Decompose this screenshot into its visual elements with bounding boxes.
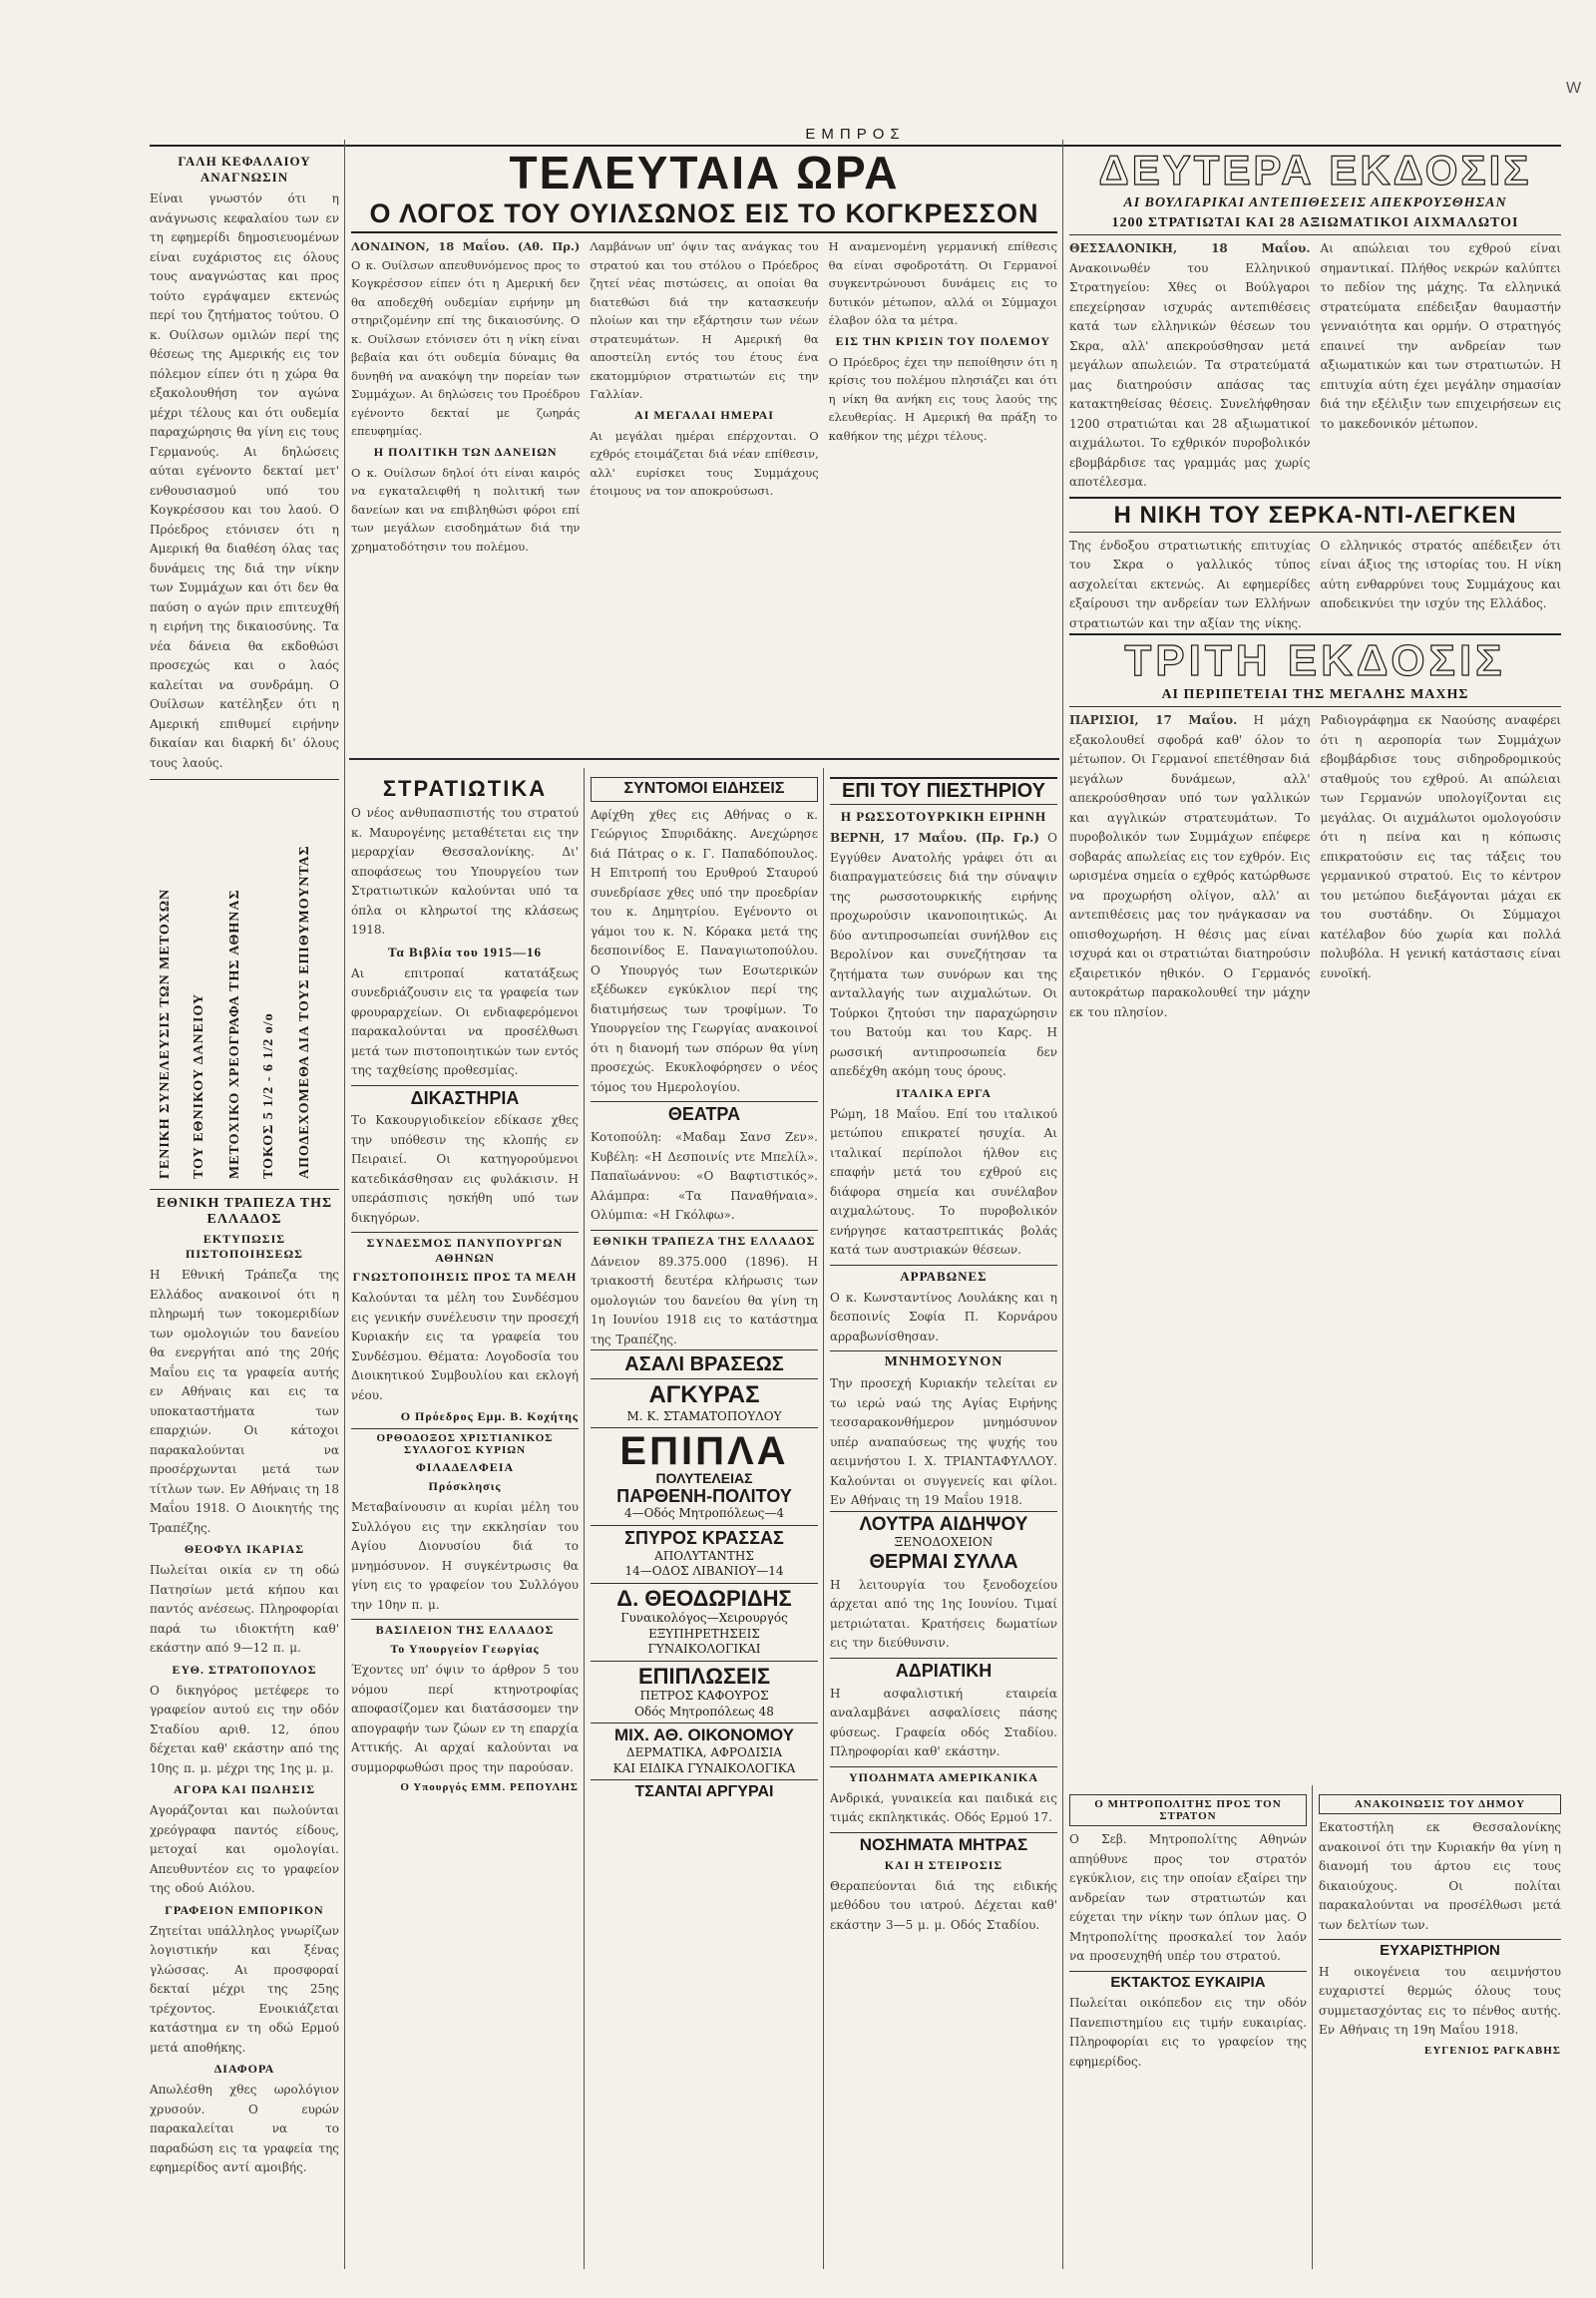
ad-agkyras (591, 1378, 818, 1427)
edition-2-body (1069, 239, 1561, 493)
days-text: Αι μεγάλαι ημέραι επέρχονται. Ο εχθρός ετοιμάζεται διά νέαν επίθεσιν, αλλ' ευρίσκει τους Συμμάχους έτοιμους να τον αποκρούσωσι. (590, 428, 819, 499)
edition-3-heading: ΤΡΙΤΗ ΕΚΔΟΣΙΣ (1069, 633, 1561, 683)
ad5-line2: ΕΞΥΠΗΡΕΤΗΣΕΙΣ ΓΥΝΑΙΚΟΛΟΓΙΚΑΙ (647, 1626, 761, 1657)
dateline: ΛΟΝΔΙΝΟΝ, 18 Μαΐου. (Αθ. Πρ.) (351, 239, 581, 254)
short-news-text: Αφίχθη χθες εις Αθήνας ο κ. Γεώργιος Σπυριδάκης. Ανεχώρησε διά Πάτρας ο κ. Γ. Παπαδόπουλος. Η Επιτροπή του Ερυθρού Σταυρού συνεδρίασε χθες υπό την προεδρίαν του κ. Δημητρίου. Εγένοντο οι γάμοι του κ. Ν. Κόρακα μετά της δεσποινίδος Ε. Παναγιωτοπούλου. Ο Υπουργός των Εσωτερικών εξέδωκεν εγκύκλιον περί της διατιμήσεως των τροφίμων. Το Υπουργείον της Γεωργίας ανακοινοί ότι η διανομή των σπόρων θα γίνη προσεχώς. Εκυκλοφόρησεν ο νέος τόμος του Ημερολογίου. (591, 807, 818, 1094)
left-column (150, 150, 339, 2274)
lead-text-2: Λαμβάνων υπ' όψιν τας ανάγκας του στρατού και του στόλου ο Πρόεδρος ζητεί νέας πιστώσεις, αι οποίαι θα διατεθώσι διά την κατασκευήν πλοίων και την εξάρτησιν των νέων στρατευμάτων. Η Αμερική θα αποστείλη εντός του έτους ένα εκατομμύριον στρατιωτών εις την Γαλλίαν. (590, 239, 819, 402)
ad3-title: ΕΠΙΠΛΑ (619, 1429, 789, 1474)
ad6-line1: ΠΕΤΡΟΣ ΚΑΦΟΥΡΟΣ (639, 1689, 769, 1704)
lead-col-1 (351, 237, 580, 556)
right-bottom-right (1319, 1790, 1561, 2269)
kingdom-text: Έχοντες υπ' όψιν το άρθρον 5 του νόμου περί κτηνοτροφίας αποφασίζομεν και διατάσσομεν την απογραφήν των ζώων εν τη επαρχία Αττικής. Αι αρχαί καλούνται να συμμορφωθώσι προς την παρούσαν. (351, 1663, 579, 1774)
notice-text: Αγοράζονται και πωλούνται χρεόγραφα παντός είδους, μετοχαί και ομολογίαι. Απευθυντέον εις το γραφείον της οδού Αιόλου. (150, 1803, 339, 1895)
column-rule (823, 768, 824, 2269)
lead-dateline-text: ΛΟΝΔΙΝΟΝ, 18 Μαΐου. (Αθ. Πρ.) Ο κ. Ουίλσων απευθυνόμενος προς το Κογκρέσσον είπεν ότι η Αμερική δεν θα αποδεχθή ουδεμίαν ειρήνην μη στηριζομένην επί της δικαιοσύνης. Ο κ. Ουίλσων ετόνισεν ότι η νίκη είναι βεβαία και ότι ουδεμία δύναμις θα δυνηθή να ανακόψη την πορείαν των Συμμάχων. Αι δηλώσεις του Προέδρου εγένοντο δεκταί με ζωηράς επευφημίας. (351, 239, 581, 439)
victory-body (1069, 537, 1561, 634)
corner-mark: W (1566, 80, 1582, 97)
prisoners-heading: 1200 ΣΤΡΑΤΙΩΤΑΙ ΚΑΙ 28 ΑΞΙΩΜΑΤΙΚΟΙ ΑΙΧΜΑΛΩΤΟΙ (1069, 215, 1561, 235)
lead-col-3 (829, 237, 1057, 556)
ad4-line2: 14—ΟΔΟΣ ΛΙΒΑΝΙΟΥ—14 (624, 1564, 784, 1579)
ad6-title: ΕΠΙΠΛΩΣΕΙΣ (637, 1663, 771, 1689)
theatre-text: Κοτοπούλη: «Μαδαμ Σανσ Ζεν». Κυβέλη: «Η Δεσποινίς ντε Μπελίλ». Παπαϊωάννου: «Ο Βαφτιστικός». Αλάμπρα: «Τα Παναθήναια». Ολύμπια: «Η Γκόλφω». (591, 1130, 818, 1223)
ad2-sub: Μ. Κ. ΣΤΑΜΑΤΟΠΟΥΛΟΥ (626, 1408, 782, 1423)
adriatic-text: Η ασφαλιστική εταιρεία αναλαμβάνει ασφαλίσεις πάσης φύσεως. Γραφεία οδός Σταδίου. Πληροφορίαι καθ' εκάστην. (830, 1686, 1057, 1759)
ad4-title: ΣΠΥΡΟΣ ΚΡΑΣΣΑΣ (624, 1527, 784, 1548)
thanks-heading: ΕΥΧΑΡΙΣΤΗΡΙΟΝ (1319, 1939, 1561, 1959)
ad5-title: Δ. ΘΕΟΔΩΡΙΔΗΣ (616, 1585, 792, 1611)
main-subhead: Ο ΛΟΓΟΣ ΤΟΥ ΟΥΙΛΣΩΝΟΣ ΕΙΣ ΤΟ ΚΟΓΚΡΕΣΣΟΝ (351, 199, 1057, 233)
vertical-notice (150, 779, 339, 1190)
orthodox-sub: ΦΙΛΑΔΕΛΦΕΙΑ (415, 1460, 515, 1475)
theatre-heading: ΘΕΑΤΡΑ (591, 1101, 818, 1124)
kingdom-sign: Ο Υπουργός ΕΜΜ. ΡΕΠΟΥΛΗΣ (400, 1781, 579, 1794)
lead-col-2 (590, 237, 818, 556)
main-headline: ΤΕΛΕΥΤΑΙΑ ΩΡΑ (509, 150, 900, 198)
edition-2-text-1: ΘΕΣΣΑΛΟΝΙΚΗ, 18 Μαΐου. Ανακοινωθέν του Ελληνικού Στρατηγείου: Χθες οι Βούλγαροι επεχείρησαν ισχυράς αντεπιθέσεις κατά των ελληνικών θέσεων του Σκρα, αλλ' απεκρούσθησαν μετά μεγάλων απωλειών. Τα στρατεύματά μας διατηρούσιν απάσας τας κατακτηθείσας θέσεις. Συνελήφθησαν 1200 στρατιώται και 28 αξιωματικοί αιχμάλωτοι. Το εχθρικόν πυροβολικόν εβομβάρδισε τας γραμμάς μας χωρίς αποτέλεσμα. (1069, 241, 1311, 489)
court-dateline: ΒΕΡΝΗ, 17 Μαΐου. (Πρ. Γρ.) (830, 831, 1039, 845)
ad7-line1: ΔΕΡΜΑΤΙΚΑ, ΑΦΡΟΔΙΣΙΑ (625, 1744, 783, 1759)
notice-title: ΕΥΘ. ΣΤΡΑΤΟΠΟΥΛΟΣ (172, 1662, 317, 1677)
disease-title: ΝΟΣΗΜΑΤΑ ΜΗΤΡΑΣ (830, 1832, 1057, 1854)
ad-baths (830, 1511, 1057, 1576)
military-heading: ΣΤΡΑΤΙΩΤΙΚΑ (382, 776, 548, 801)
ad3-line3: 4—Οδός Μητροπόλεως—4 (624, 1506, 784, 1521)
ad-krassas (591, 1525, 818, 1583)
left-top-heading: ΓΑΛΗ ΚΕΦΑΛΑΙΟΥ ΑΝΑΓΝΩΣΙΝ (178, 154, 311, 185)
association-text: Καλούνται τα μέλη του Συνδέσμου εις γενικήν συνέλευσιν την προσεχή Κυριακήν εις τα γραφεία του Συνδέσμου. Θέματα: Λογοδοσία του Διοικητικού Συμβουλίου και εκλογή νέου. (351, 1291, 579, 1402)
ad3-line2: ΠΑΡΘΕΝΗ-ΠΟΛΙΤΟΥ (616, 1485, 792, 1506)
center-column-b (591, 773, 818, 2269)
column-rule (584, 768, 585, 2269)
section-loans: Η ΠΟΛΙΤΙΚΗ ΤΩΝ ΔΑΝΕΙΩΝ (373, 444, 558, 459)
notice-title: ΘΕΟΦΥΛ ΙΚΑΡΙΑΣ (184, 1542, 305, 1556)
metropolitan-text: Ο Σεβ. Μητροπολίτης Αθηνών απηύθυνε προς τον στρατόν εγκύκλιον, εις την οποίαν εξαίρει την ανδρείαν των στρατιωτών και εύχεται την νίκην των όπλων μας. Ο Μητροπολίτης προσκαλεί τον λαόν να προσευχηθή υπέρ του στρατού. (1069, 1832, 1307, 1963)
ad7-line2: ΚΑΙ ΕΙΔΙΚΑ ΓΥΝΑΙΚΟΛΟΓΙΚΑ (612, 1760, 796, 1775)
notice-text: Ζητείται υπάλληλος γνωρίζων λογιστικήν και ξένας γλώσσας. Αι προσφοραί δεκταί μέχρι της 25ης τρέχοντος. Ενοικιάζεται κατάστημα εν τη οδώ Ερμού μετά αποθήκης. (150, 1923, 339, 2055)
bank-notice-text: Η Εθνική Τράπεζα της Ελλάδος ανακοινοί ότι η πληρωμή των τοκομεριδίων των ομολογιών του δανείου θα ενεργήται από της 20ής Μαΐου εις τα γραφεία αυτής εν Αθήναις και εις τα υποκαταστήματα των επαρχιών. Οι κάτοχοι παρακαλούνται να προσέρχωνται μετά των τίτλων των. Εν Αθήναις τη 18 Μαΐου 1918. Ο Διοικητής της Τραπέζης. (150, 1268, 339, 1535)
court-column (830, 773, 1057, 2269)
loans-text: Ο κ. Ουίλσων δηλοί ότι είναι καιρός να εγκαταλειφθή η πολιτική των δανείων και να επιβληθώσι φόροι επί των μεγάλων εισοδημάτων διά την χρηματοδότησιν του πολέμου. (351, 465, 581, 554)
courts-text: Το Κακουργιοδικείον εδίκασε χθες την υπόθεσιν της κλοπής εν Πειραιεί. Οι κατηγορούμενοι κατεδικάσθησαν εις φυλάκισιν. Η υπεράσπισις ησκήθη υπό των δικηγόρων. (351, 1113, 579, 1225)
memorial: ΜΝΗΜΟΣΥΝΟΝ (830, 1350, 1057, 1370)
ad2-title: ΑΓΚΥΡΑΣ (648, 1381, 760, 1409)
kingdom-heading: ΒΑΣΙΛΕΙΟΝ ΤΗΣ ΕΛΛΑΔΟΣ (351, 1619, 579, 1638)
section-crisis: ΕΙΣ ΤΗΝ ΚΡΙΣΙΝ ΤΟΥ ΠΟΛΕΜΟΥ (835, 333, 1051, 348)
baths-name: ΘΕΡΜΑΙ ΣΥΛΛΑ (869, 1550, 1018, 1573)
thanks-sign: ΕΥΓΕΝΙΟΣ ΡΑΓΚΑΒΗΣ (1424, 2044, 1561, 2057)
vertical-notice-line: ΤΟΚΟΣ 5 1/2 - 6 1/2 ο/ο (261, 1012, 276, 1179)
municipality-text: Εκατοστήλη εκ Θεσσαλονίκης ανακοινοί ότι την Κυριακήν θα γίνη η διανομή του άρτου εις τους δικαιούχους. Οι πολίται παρακαλούνται να προσέλθωσι μετά των δελτίων των. (1319, 1820, 1561, 1932)
ad-theodoridis (591, 1583, 818, 1661)
ad5-line1: Γυναικολόγος—Χειρουργός (620, 1611, 788, 1626)
lead-text-3: Η αναμενομένη γερμανική επίθεσις θα είναι σφοδροτάτη. Οι Γερμανοί συγκεντρώνουσι δυνάμεις εις το δυτικόν μέτωπον, αλλά οι Σύμμαχοι έλαβον όλα τα μέτρα. (828, 239, 1057, 328)
section-rule (349, 758, 1059, 760)
association-sub: ΓΝΩΣΤΟΠΟΙΗΣΙΣ ΠΡΟΣ ΤΑ ΜΕΛΗ (352, 1270, 578, 1285)
ad4-line1: ΑΠΟΛΥΤΑΝΤΗΣ (654, 1548, 754, 1563)
vertical-notice-line: ΑΠΟΔΕΧΟΜΕΘΑ ΔΙΑ ΤΟΥΣ ΕΠΙΘΥΜΟΥΝΤΑΣ (297, 845, 312, 1179)
victory-text-2: Ο ελληνικός στρατός απέδειξεν ότι είναι άξιος της ιστορίας του. Η νίκη αύτη ενθαρρύνει τους Συμμάχους και αποδεικνύει την ισχύν της Ελλάδος. (1320, 538, 1561, 611)
edition-3-sub: ΑΙ ΠΕΡΙΠΕΤΕΙΑΙ ΤΗΣ ΜΕΓΑΛΗΣ ΜΑΧΗΣ (1069, 687, 1561, 707)
baths-text: Η λειτουργία του ξενοδοχείου άρχεται από της 1ης Ιουνίου. Τιμαί μετριώταται. Κρατήσεις δωματίων εις την διεύθυνσιν. (830, 1577, 1057, 1651)
box-metropolitan: Ο ΜΗΤΡΟΠΟΛΙΤΗΣ ΠΡΟΣ ΤΟΝ ΣΤΡΑΤΟΝ (1069, 1794, 1307, 1826)
bank-heading: ΕΘΝΙΚΗ ΤΡΑΠΕΖΑ ΤΗΣ ΕΛΛΑΔΟΣ (156, 1196, 333, 1227)
court-heading: ΕΠΙ ΤΟΥ ΠΙΕΣΤΗΡΙΟΥ (830, 777, 1057, 805)
extra-text: Πωλείται οικόπεδον εις την οδόν Πανεπιστημίου εις τιμήν ευκαιρίας. Πληροφορίαι εις το γραφείον της εφημερίδος. (1069, 1996, 1307, 2069)
court-subheading: Η ΡΩΣΣΟΤΟΥΡΚΙΚΗ ΕΙΡΗΝΗ (840, 809, 1047, 824)
center-column-a (351, 773, 579, 2269)
left-article-1: Είναι γνωστόν ότι η ανάγνωσις κεφαλαίου των εν τη εφημερίδι δημοσιευομένων είναι ευχάριστος εις όλους τους αναγνώστας και προς τούτο εγράψαμεν εκτενώς περί του ζητήματος τούτου. Ο κ. Ουίλσων ομιλών περί της θέσεως της Αμερικής εις τον πόλεμον είπεν ότι η χώρα θα εξακολουθήση τον αγώνα μέχρι τέλους και ότι ουδεμία παραχώρησις θα γίνη εις τους Γερμανούς. Αι δηλώσεις αύται εγένοντο δεκταί μετ' ενθουσιασμού υπό του Κογκρέσσου και του λαού. Ο Πρόεδρος ετόνισεν ότι η Αμερική θα διαθέση όλας τας δυνάμεις της διά την νίκην των Συμμάχων και ότι δεν θα παύση ο αγών πριν επιτευχθή η ειρήνη της δικαιοσύνης. Τα νέα δάνεια θα εκδοθώσι προσεχώς και ο λαός καλείται να συνδράμη. Ο Ουίλσων κατέληξεν ότι η Αμερική επιθυμεί ειρήνην δικαίαν και διαρκή δι' όλους τους λαούς. (150, 192, 339, 770)
victory-heading: Η ΝΙΚΗ ΤΟΥ ΣΕΡΚΑ-ΝΤΙ-ΛΕΓΚΕΝ (1069, 497, 1561, 533)
notice-text: Πωλείται οικία εν τη οδώ Πατησίων μετά κήπου και παντός ανέσεως. Πληροφορίαι παρά τω ιδιοκτήτη καθ' εκάστην από 9—12 π. μ. (150, 1563, 339, 1655)
edition-2-heading: ΔΕΥΤΕΡΑ ΕΚΔΟΣΙΣ (1098, 150, 1532, 193)
engagements-text: Ο κ. Κωνσταντίνος Λουλάκης και η δεσποινίς Σοφία Π. Κορνάρου αρραβωνίσθησαν. (830, 1290, 1057, 1343)
ad7-title: ΜΙΧ. ΑΘ. ΟΙΚΟΝΟΜΟΥ (614, 1725, 794, 1745)
shoes: ΥΠΟΔΗΜΑΤΑ ΑΜΕΡΙΚΑΝΙΚΑ (830, 1766, 1057, 1785)
ad-oikonomou (591, 1723, 818, 1779)
ad6-line2: Οδός Μητροπόλεως 48 (634, 1704, 774, 1719)
association-heading: ΣΥΝΔΕΣΜΟΣ ΠΑΝΥΠΟΥΡΓΩΝ ΑΘΗΝΩΝ (351, 1232, 579, 1266)
baths-title: ΛΟΥΤΡΑ ΑΙΔΗΨΟΥ (859, 1513, 1028, 1535)
section-italy: ΙΤΑΛΙΚΑ ΕΡΓΑ (896, 1085, 992, 1100)
baths-sub: ΞΕΝΟΔΟΧΕΙΟΝ (894, 1535, 994, 1550)
memorial-text: Την προσεχή Κυριακήν τελείται εν τω ιερώ ναώ της Αγίας Ειρήνης τεσσαρακονθήμερον μνημόσυνον υπέρ αναπαύσεως της ψυχής του αειμνήστου Ι. Χ. ΤΡΙΑΝΤΑΦΥΛΛΟΥ. Καλούνται οι συγγενείς και φίλοι. Εν Αθήναις τη 19 Μαΐου 1918. (830, 1376, 1057, 1507)
orthodox-invite: Πρόσκλησις (428, 1479, 502, 1494)
bank2-text: Δάνειον 89.375.000 (1896). Η τριακοστή δευτέρα κλήρωσις των ομολογιών του δανείου θα γίνη τη 1η Ιουνίου 1918 εις το κατάστημα της Τραπέζης. (591, 1254, 818, 1346)
court-text: ΒΕΡΝΗ, 17 Μαΐου. (Πρ. Γρ.) Ο Εγγύθεν Ανατολής γράφει ότι αι διαπραγματεύσεις διά την σύναψιν της ρωσσοτουρκικής ειρήνης προχωρούσιν ικανοποιητικώς. Αι δύο αντιπροσωπείαι συνήλθον εις Βερολίνον και συνεζήτησαν τα ζητήματα των συνόρων και της ανταλλαγής των αιχμαλώτων. Οι Τούρκοι ζητούσι την παραχώρησιν του Βατούμ και του Καρς. Η ρωσσική αντιπροσωπεία δεν απεδέχθη ακόμη τους όρους. (830, 831, 1057, 1078)
notice-title: ΓΡΑΦΕΙΟΝ ΕΜΠΟΡΙΚΟΝ (165, 1902, 324, 1917)
column-rule (1062, 140, 1063, 2269)
kingdom-sub: Το Υπουργείον Γεωργίας (390, 1642, 540, 1657)
edition-3-dateline: ΠΑΡΙΣΙΟΙ, 17 Μαΐου. (1069, 713, 1238, 728)
bank2-heading: ΕΘΝΙΚΗ ΤΡΑΠΕΖΑ ΤΗΣ ΕΛΛΑΔΟΣ (591, 1230, 818, 1249)
association-sign: Ο Πρόεδρος Εμμ. Β. Κοχήτης (400, 1409, 579, 1424)
orthodox-heading: ΟΡΘΟΔΟΞΟΣ ΧΡΙΣΤΙΑΝΙΚΟΣ ΣΥΛΛΟΓΟΣ ΚΥΡΙΩΝ (351, 1428, 579, 1456)
edition-2-sub: ΑΙ ΒΟΥΛΓΑΡΙΚΑΙ ΑΝΤΕΠΙΘΕΣΕΙΣ ΑΠΕΚΡΟΥΣΘΗΣΑΝ (1123, 195, 1507, 210)
disease-text: Θεραπεύονται διά της ειδικής μεθόδου του ιατρού. Δέχεται καθ' εκάστην 3—5 μ. μ. Οδός Σταδίου. (830, 1878, 1057, 1932)
orthodox-text: Μεταβαίνουσιν αι κυρίαι μέλη του Συλλόγου εις την εκκλησίαν του Αγίου Διονυσίου διά το μνημόσυνον. Η συγκέντρωσις θα γίνη εις το γραφείον του Συλλόγου την 10ην π. μ. (351, 1500, 579, 1612)
vertical-notice-line: ΓΕΝΙΚΗ ΣΥΝΕΛΕΥΣΙΣ ΤΩΝ ΜΕΤΟΧΩΝ (158, 888, 173, 1179)
victory-text-1: Της ένδοξου στρατιωτικής επιτυχίας του Σκρα ο γαλλικός τύπος ασχολείται εκτενώς. Αι εφημερίδες εξαίρουσι την ανδρείαν των Ελλήνων στρατιωτών και την αξίαν της νίκης. (1069, 538, 1311, 630)
thanks-text: Η οικογένεια του αειμνήστου ευχαριστεί θερμώς όλους τους συμμετασχόντας εις το πένθος αυτής. Εν Αθήναις τη 19η Μαΐου 1918. (1319, 1964, 1561, 2038)
extra-heading: ΕΚΤΑΚΤΟΣ ΕΥΚΑΙΡΙΑ (1069, 1971, 1307, 1991)
engagements: ΑΡΡΑΒΩΝΕΣ (830, 1265, 1057, 1285)
crisis-text: Ο Πρόεδρος έχει την πεποίθησιν ότι η κρίσις του πολέμου πλησιάζει και ότι η νίκη θα ανήκη εις τους λαούς της ελευθερίας. Η Αμερική θα πράξη το καθήκον της μέχρι τέλους. (828, 354, 1057, 443)
column-rule (344, 140, 345, 2269)
ad1-title: ΑΣΑΛΙ ΒΡΑΣΕΩΣ (624, 1353, 784, 1376)
edition-3-body (1069, 711, 1561, 1022)
ad-asali (591, 1349, 818, 1378)
ad-tsantai (591, 1779, 818, 1804)
edition-2-dateline: ΘΕΣΣΑΛΟΝΙΚΗ, 18 Μαΐου. (1069, 241, 1311, 255)
lead-article (351, 237, 1057, 556)
notice-title: ΑΓΟΡΑ ΚΑΙ ΠΩΛΗΣΙΣ (173, 1782, 316, 1796)
military-text: Ο νέος ανθυπασπιστής του στρατού κ. Μαυρογένης μεταθέτεται εις την μεραρχίαν Θεσσαλονίκης. Δι' αποφάσεως του Υπουργείου των Στρατιωτικών καλούνται υπό τα όπλα οι κληρωτοί της κλάσεως 1918. (351, 806, 579, 938)
vertical-notice-line: ΤΟΥ ΕΘΝΙΚΟΥ ΔΑΝΕΙΟΥ (192, 992, 206, 1179)
italy-text: Ρώμη, 18 Μαΐου. Επί του ιταλικού μετώπου επικρατεί ησυχία. Αι ιταλικαί περίπολοι ήλθον εις επαφήν μετά του εχθρού εις διάφορα σημεία και συνέλαβον αιχμαλώτους. Το πυροβολικόν ενήργησε καταστρεπτικάς βολάς κατά των αυστριακών θέσεων. (830, 1106, 1057, 1257)
courts-heading: ΔΙΚΑΣΤΗΡΙΑ (351, 1085, 579, 1108)
right-bottom-left (1069, 1790, 1307, 2269)
shoes-text: Ανδρικά, γυναικεία και παιδικά εις τιμάς εκπληκτικάς. Οδός Ερμού 17. (830, 1790, 1057, 1825)
military-text-2: Αι επιτροπαί κατατάξεως συνεδριάζουσιν εις τα γραφεία των φρουραρχείων. Οι ενδιαφερόμενοι παρακαλούνται να προσέλθωσι μετά των πιστοποιητικών των εντός της ταχθείσης προθεσμίας. (351, 965, 579, 1078)
military-sub: Τα Βιβλία του 1915—16 (388, 944, 542, 959)
ad8-title: ΤΣΑΝΤΑΙ ΑΡΓΥΡΑΙ (634, 1783, 774, 1801)
box-municipality: ΑΝΑΚΟΙΝΩΣΙΣ ΤΟΥ ΔΗΜΟΥ (1319, 1794, 1561, 1814)
center-top (351, 150, 1057, 753)
edition-3-text-2: Ραδιογράφημα εκ Ναούσης αναφέρει ότι η αεροπορία των Συμμάχων εβομβάρδισε τους σιδηροδρομικούς σταθμούς του εχθρού. Αι απώλειαι των Γερμανών υπολογίζονται εις μεγάλας. Οι αιχμάλωτοι ομολογούσιν ότι η πείνα και η κόπωσις επικρατούσιν εις τας τάξεις του γερμανικού στρατού. Εις το κέντρον του μετώπου διεξάγονται μάχαι εκ του συστάδην. Οι Σύμμαχοι κατέλαβον δύο χωρία και πολλά πολυβόλα. Η γενική κατάστασις είναι ευνοϊκή. (1320, 713, 1561, 980)
masthead: ΕΜΠΡΟΣ (150, 126, 1561, 147)
edition-2-text-2: Αι απώλειαι του εχθρού είναι σημαντικαί. Πλήθος νεκρών καλύπτει το πεδίον της μάχης. Τα ελληνικά στρατεύματα επέδειξαν θαυμαστήν γενναιότητα και ορμήν. Ο στρατηγός επαινεί την ανδρείαν των αξιωματικών και των στρατιωτών. Η επιτυχία αύτη έχει μεγάλην σημασίαν διά την εξέλιξιν των επιχειρήσεων εις το μακεδονικόν μέτωπον. (1320, 241, 1561, 431)
edition-3-text-1: ΠΑΡΙΣΙΟΙ, 17 Μαΐου. Η μάχη εξακολουθεί σφοδρά καθ' όλον το μέτωπον. Οι Γερμανοί επετέθησαν διά μεγάλων δυνάμεων, αλλ' απεκρούσθησαν υπό των γαλλικών και αγγλικών στρατευμάτων. Το πυροβολικόν των Συμμάχων επέφερε σοβαράς απωλείας εις τον εχθρόν. Εις ωρισμένα σημεία ο εχθρός κατώρθωσε να προχωρήση ολίγον, αλλ' αι αντεπιθέσεις μας τον ηνάγκασαν να οπισθοχωρήση. Η θέσις μας είναι ισχυρά και οι στρατιώται διατηρούσιν εξαιρετικόν ηθικόν. Ο Γερμανός αυτοκράτωρ παρακολουθεί την μάχην εκ του πλησίον. (1069, 713, 1311, 1019)
notice-text: Απωλέσθη χθες ωρολόγιον χρυσούν. Ο ευρών παρακαλείται να το παραδώση εις τα γραφεία της εφημερίδος αντί αμοιβής. (150, 2083, 339, 2174)
bank-subheading: ΕΚΤΥΠΩΣΙΣ ΠΙΣΤΟΠΟΙΗΣΕΩΣ (186, 1232, 303, 1261)
ad3-line1: ΠΟΛΥΤΕΛΕΙΑΣ (655, 1470, 753, 1487)
ad-epiploseis (591, 1661, 818, 1723)
notice-text: Ο δικηγόρος μετέφερε το γραφείον αυτού εις την οδόν Σταδίου αριθ. 12, όπου δέχεται καθ' εκάστην από της 10ης π. μ. μέχρι της 1ης μ. μ. (150, 1683, 339, 1775)
vertical-notice-line: ΜΕΤΟΧΙΚΟ ΧΡΕΟΓΡΑΦΑ ΤΗΣ ΑΘΗΝΑΣ (227, 889, 242, 1179)
section-days: ΑΙ ΜΕΓΑΛΑΙ ΗΜΕΡΑΙ (634, 407, 774, 422)
short-news-heading: ΣΥΝΤΟΜΟΙ ΕΙΔΗΣΕΙΣ (591, 777, 818, 802)
ad-epipla (591, 1427, 818, 1525)
notice-title: ΔΙΑΦΟΡΑ (213, 2062, 275, 2076)
disease-sub: ΚΑΙ Η ΣΤΕΙΡΟΣΙΣ (884, 1857, 1003, 1872)
adriatic: ΑΔΡΙΑΤΙΚΗ (830, 1658, 1057, 1681)
